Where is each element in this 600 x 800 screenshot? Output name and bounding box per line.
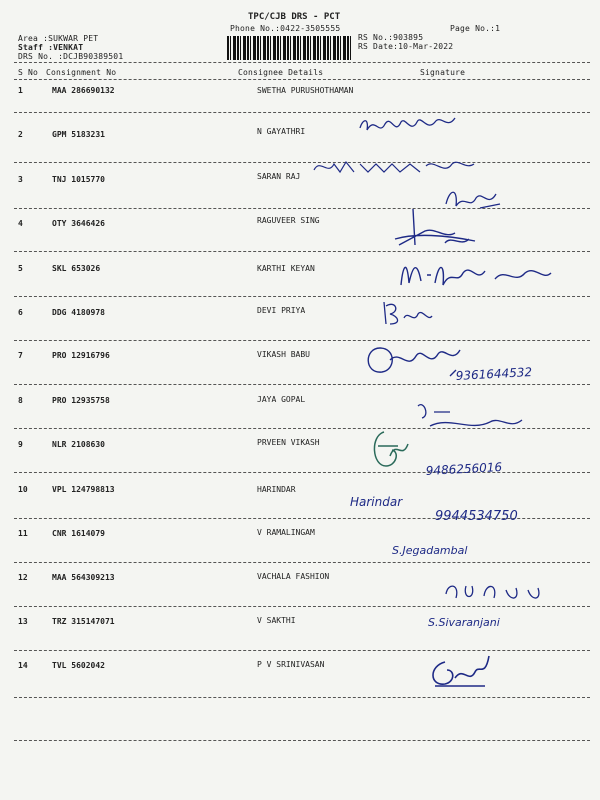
footer-divider <box>14 740 590 741</box>
row-number: 1 <box>18 86 23 95</box>
handwritten-phone <box>455 360 595 388</box>
rs-date: RS Date:10-Mar-2022 <box>358 42 454 51</box>
handwritten-phone <box>435 500 595 528</box>
consignee-name: SWETHA PURUSHOTHAMAN <box>257 86 354 95</box>
svg-text:Harindar: Harindar <box>350 495 403 509</box>
handwritten-name <box>428 610 568 636</box>
signature-mark <box>395 255 555 295</box>
svg-text:9486256016: 9486256016 <box>425 459 503 478</box>
consignment-number: NLR 2108630 <box>52 440 105 449</box>
consignee-name: P V SRINIVASAN <box>257 660 325 669</box>
rs-number: RS No.:903895 <box>358 33 424 42</box>
consignment-number: MAA 564309213 <box>52 573 115 582</box>
row-divider <box>14 251 590 252</box>
consignee-name: VACHALA FASHION <box>257 572 330 581</box>
svg-text:9361644532: 9361644532 <box>455 364 533 383</box>
consignment-number: OTY 3646426 <box>52 219 105 228</box>
drs-number: DRS No. :DCJB90389501 <box>18 52 124 61</box>
consignment-number: DDG 4180978 <box>52 308 105 317</box>
svg-text:S.Jegadambal: S.Jegadambal <box>392 544 468 557</box>
consignee-name: PRVEEN VIKASH <box>257 438 320 447</box>
handwritten-name <box>392 538 522 564</box>
consignment-number: GPM 5183231 <box>52 130 105 139</box>
row-number: 5 <box>18 264 23 273</box>
svg-text:9944534750: 9944534750 <box>435 509 518 524</box>
consignee-name: SARAN RAJ <box>257 172 301 181</box>
consignee-name: N GAYATHRI <box>257 127 306 136</box>
signature-mark <box>355 110 465 140</box>
area-label: Area :SUKWAR PET <box>18 34 99 43</box>
col-consignment: Consignment No <box>46 68 117 77</box>
row-divider <box>14 340 590 341</box>
row-divider <box>14 112 590 113</box>
signature-mark <box>425 652 495 692</box>
header-divider <box>14 62 590 63</box>
consignment-number: TNJ 1015770 <box>52 175 105 184</box>
row-divider <box>14 650 590 651</box>
handwritten-phone <box>425 455 565 483</box>
consignment-number: PRO 12916796 <box>52 351 110 360</box>
row-number: 10 <box>18 485 28 494</box>
phone-number: Phone No.:0422-3505555 <box>230 24 341 33</box>
consignment-number: MAA 286690132 <box>52 86 115 95</box>
barcode <box>227 36 351 60</box>
row-divider <box>14 296 590 297</box>
svg-text:S.Sivaranjani: S.Sivaranjani <box>428 616 500 629</box>
consignee-name: VIKASH BABU <box>257 350 310 359</box>
consignee-name: DEVI PRIYA <box>257 306 306 315</box>
row-number: 9 <box>18 440 23 449</box>
consignee-name: V RAMALINGAM <box>257 528 315 537</box>
consignment-number: TVL 5602042 <box>52 661 105 670</box>
signature-mark <box>360 340 470 380</box>
consignee-name: JAYA GOPAL <box>257 395 306 404</box>
signature-mark <box>440 578 560 608</box>
consignment-number: PRO 12935758 <box>52 396 110 405</box>
column-divider <box>14 79 590 80</box>
consignee-name: V SAKTHI <box>257 616 296 625</box>
row-number: 3 <box>18 175 23 184</box>
staff-label: Staff :VENKAT <box>18 43 84 52</box>
consignment-number: TRZ 315147071 <box>52 617 115 626</box>
consignment-number: VPL 124798813 <box>52 485 115 494</box>
consignee-name: KARTHI KEYAN <box>257 264 315 273</box>
consignee-name: HARINDAR <box>257 485 296 494</box>
document-title: TPC/CJB DRS - PCT <box>248 12 341 22</box>
signature-mark <box>378 296 438 330</box>
row-number: 13 <box>18 617 28 626</box>
signature-mark <box>385 205 485 255</box>
signature-mark <box>310 152 480 182</box>
consignment-number: CNR 1614079 <box>52 529 105 538</box>
row-number: 7 <box>18 351 23 360</box>
page-number: Page No.:1 <box>450 24 501 33</box>
row-number: 11 <box>18 529 28 538</box>
consignment-number: SKL 653026 <box>52 264 101 273</box>
col-signature: Signature <box>420 68 466 77</box>
row-divider <box>14 162 590 163</box>
signature-mark <box>505 655 506 656</box>
consignee-name: RAGUVEER SING <box>257 216 320 225</box>
col-consignee: Consignee Details <box>238 68 324 77</box>
signature-mark <box>410 396 530 438</box>
row-divider <box>14 697 590 698</box>
row-number: 6 <box>18 308 23 317</box>
row-number: 12 <box>18 573 28 582</box>
row-number: 2 <box>18 130 23 139</box>
row-number: 8 <box>18 396 23 405</box>
row-number: 14 <box>18 661 28 670</box>
row-number: 4 <box>18 219 23 228</box>
signature-mark <box>368 426 418 476</box>
col-sno: S No <box>18 68 39 77</box>
